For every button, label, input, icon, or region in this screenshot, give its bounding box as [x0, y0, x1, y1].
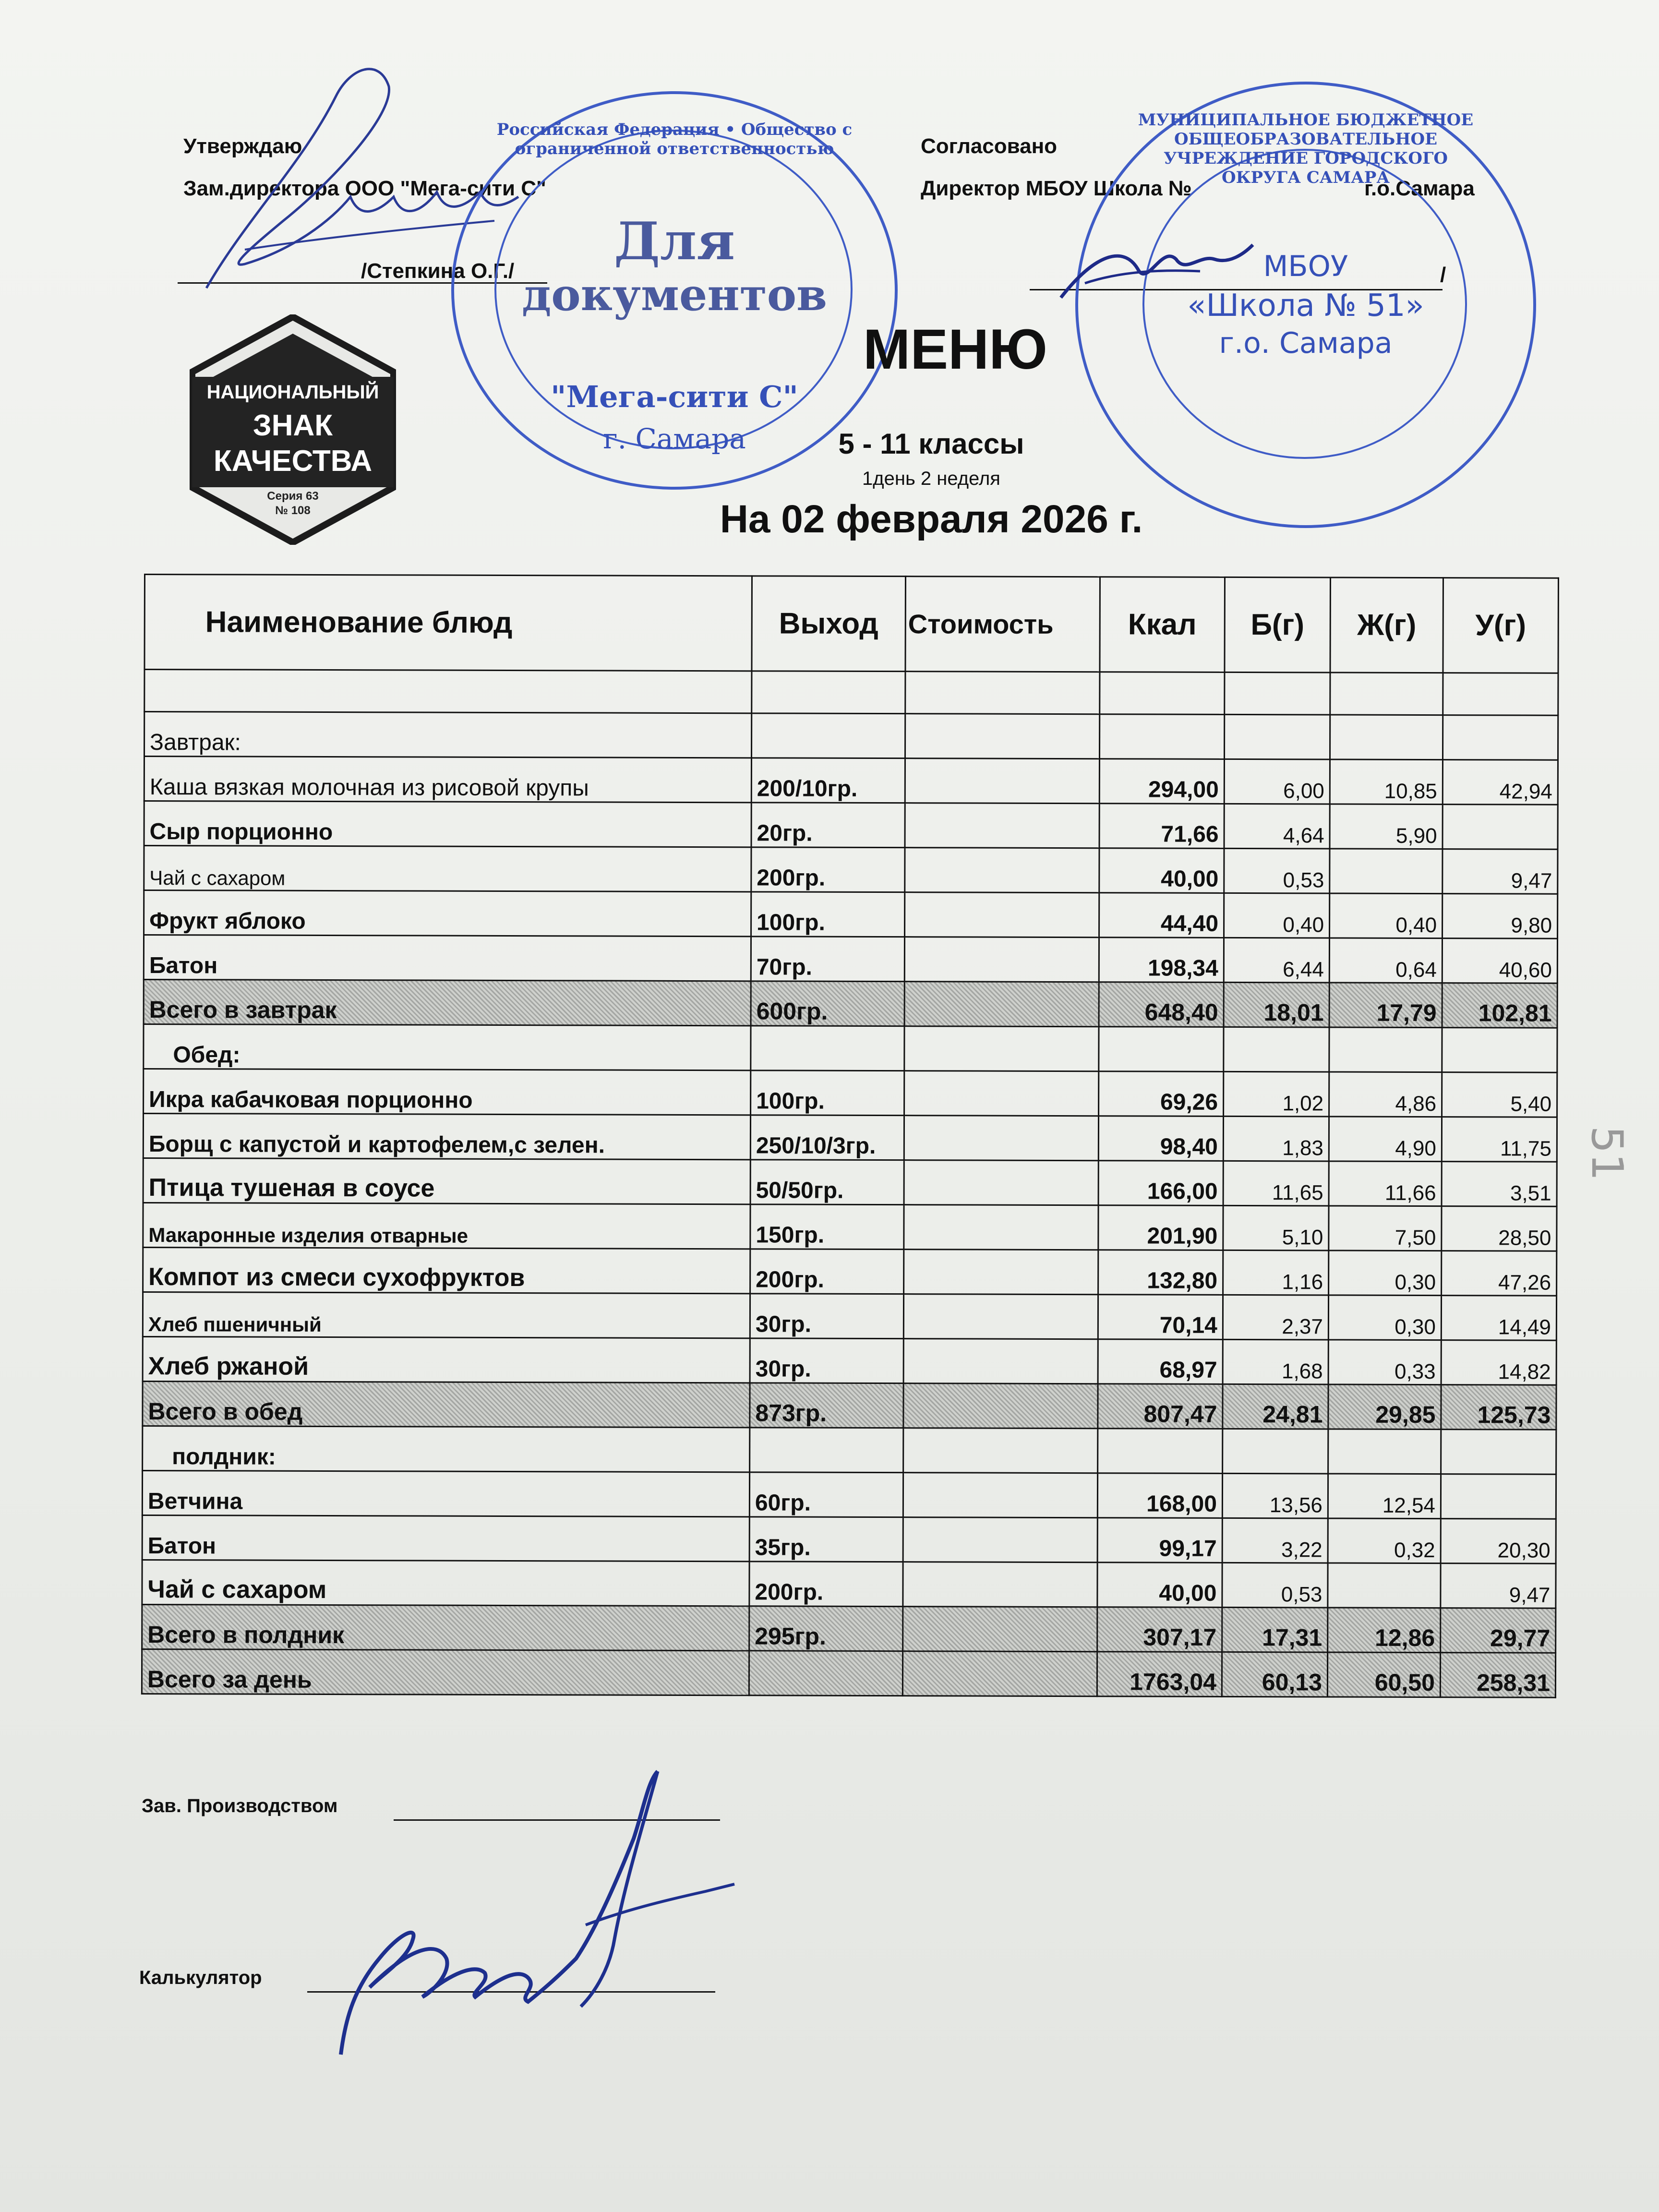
dish-carbs: 14,49 — [1441, 1296, 1556, 1341]
total-label: Всего в обед — [143, 1381, 750, 1427]
total-cost — [903, 1607, 1097, 1652]
table-row — [144, 801, 1558, 850]
dish-name: Икра кабачковая порционно — [144, 1069, 751, 1115]
total-protein: 17,31 — [1222, 1607, 1328, 1652]
total-output: 295гр. — [749, 1606, 903, 1651]
total-protein: 24,81 — [1223, 1384, 1328, 1429]
dish-carbs: 47,26 — [1442, 1251, 1557, 1296]
dish-kcal: 69,26 — [1099, 1071, 1224, 1117]
dish-fat: 12,54 — [1328, 1474, 1441, 1519]
stamp-outer-text: Российская Федерация • Общество с ограниченной ответственностью — [496, 120, 853, 158]
total-fat: 60,50 — [1327, 1652, 1440, 1697]
stamp-city: г. Самара — [603, 422, 746, 455]
table-row — [143, 1158, 1557, 1206]
approve-label: Утверждаю — [183, 134, 302, 158]
total-protein: 18,01 — [1224, 982, 1329, 1027]
section-row-snack — [143, 1426, 1556, 1474]
badge-line1: НАЦИОНАЛЬНЫЙ — [206, 382, 379, 403]
dish-kcal: 40,00 — [1099, 848, 1224, 893]
dish-kcal: 40,00 — [1097, 1563, 1222, 1608]
dish-cost — [904, 1205, 1098, 1250]
week-label: 1день 2 неделя — [862, 468, 1000, 489]
badge-series: Серия 63 — [267, 490, 319, 503]
total-protein: 60,13 — [1222, 1652, 1327, 1697]
dish-name: Ветчина — [142, 1470, 749, 1516]
dish-kcal: 166,00 — [1098, 1161, 1223, 1206]
total-output — [749, 1651, 902, 1696]
dish-carbs: 28,50 — [1442, 1206, 1557, 1251]
table-row — [143, 1202, 1557, 1251]
dish-fat: 0,40 — [1330, 893, 1443, 938]
dish-cost — [903, 1562, 1097, 1607]
dish-output: 250/10/3гр. — [750, 1115, 904, 1160]
dish-kcal: 98,40 — [1098, 1116, 1223, 1161]
dish-fat: 4,90 — [1329, 1117, 1442, 1162]
dish-output: 100гр. — [751, 892, 905, 937]
agree-position: Директор МБОУ Школа № — [921, 177, 1192, 200]
dish-kcal: 70,14 — [1098, 1295, 1223, 1340]
table-row — [142, 1470, 1556, 1519]
total-kcal: 307,17 — [1097, 1607, 1222, 1652]
dish-output: 35гр. — [749, 1517, 903, 1562]
dish-output: 200гр. — [751, 847, 905, 892]
dish-output: 30гр. — [750, 1338, 903, 1383]
stamp-inner-line2: документов — [521, 269, 828, 321]
calculator-label: Калькулятор — [139, 1967, 262, 1988]
dish-fat: 0,64 — [1329, 938, 1442, 983]
section-row-lunch — [144, 1024, 1557, 1073]
total-fat: 29,85 — [1328, 1384, 1441, 1430]
school-stamp-line3: г.о. Самара — [1219, 326, 1393, 360]
total-label: Всего в завтрак — [144, 980, 751, 1026]
dish-kcal: 132,80 — [1098, 1250, 1223, 1295]
total-cost — [903, 1383, 1098, 1429]
table-row — [144, 935, 1557, 984]
dish-output: 200/10гр. — [751, 758, 905, 803]
dish-carbs: 40,60 — [1442, 938, 1557, 984]
dish-protein: 3,22 — [1222, 1518, 1328, 1563]
dish-fat — [1328, 1563, 1441, 1608]
table-row — [143, 1292, 1556, 1340]
table-row — [142, 1560, 1556, 1608]
total-output: 873гр. — [750, 1383, 903, 1428]
dish-cost — [903, 1473, 1097, 1518]
dish-cost — [903, 1517, 1097, 1563]
dish-name: Фрукт яблоко — [144, 890, 751, 937]
section-label-breakfast: Завтрак: — [144, 712, 752, 758]
total-kcal: 648,40 — [1099, 982, 1224, 1027]
dish-fat: 0,32 — [1328, 1518, 1441, 1563]
dish-name: Сыр порционно — [144, 801, 751, 847]
dish-name: Чай с сахаром — [142, 1560, 749, 1606]
dish-fat: 5,90 — [1330, 804, 1443, 849]
table-row — [144, 890, 1558, 939]
dish-fat — [1330, 849, 1443, 894]
dish-name: Батон — [142, 1515, 749, 1561]
table-header-row — [144, 575, 1559, 673]
dish-fat: 7,50 — [1329, 1206, 1442, 1251]
dish-fat: 0,30 — [1328, 1295, 1441, 1340]
dish-fat: 11,66 — [1329, 1161, 1442, 1206]
agree-signature — [1056, 226, 1258, 312]
dish-carbs: 9,47 — [1441, 1563, 1556, 1609]
school-stamp-line2: «Школа № 51» — [1187, 288, 1424, 324]
table-row — [143, 1247, 1557, 1296]
dish-kcal: 99,17 — [1097, 1518, 1222, 1563]
badge-line3: КАЧЕСТВА — [213, 445, 373, 478]
dish-fat: 0,33 — [1328, 1340, 1441, 1385]
dish-carbs: 14,82 — [1441, 1340, 1556, 1385]
classes-label: 5 - 11 классы — [838, 428, 1024, 460]
dish-kcal: 294,00 — [1099, 759, 1224, 804]
col-header-protein: Б(г) — [1225, 577, 1331, 673]
total-output: 600гр. — [751, 981, 904, 1026]
col-header-kcal: Ккал — [1100, 577, 1225, 673]
dish-output: 20гр. — [751, 803, 905, 848]
stamp-inner-line1: Для — [614, 211, 735, 272]
dish-carbs: 20,30 — [1441, 1519, 1556, 1564]
dish-cost — [905, 848, 1099, 893]
dish-cost — [904, 937, 1099, 982]
dish-carbs — [1443, 805, 1558, 850]
agree-label: Согласовано — [921, 134, 1058, 158]
dish-protein: 0,53 — [1224, 848, 1330, 893]
dish-protein: 5,10 — [1223, 1205, 1329, 1250]
dish-output: 200гр. — [749, 1562, 903, 1607]
dish-protein: 2,37 — [1223, 1295, 1328, 1340]
page-title: МЕНЮ — [863, 318, 1047, 381]
dish-output: 200гр. — [750, 1249, 904, 1294]
agree-slash: / — [1440, 263, 1446, 287]
margin-note: 51 — [1581, 1126, 1632, 1181]
school-stamp-line1: МБОУ — [1263, 250, 1348, 283]
dish-name: Макаронные изделия отварные — [143, 1202, 750, 1249]
dish-name: Батон — [144, 935, 751, 981]
total-fat: 12,86 — [1328, 1608, 1441, 1653]
menu-date: На 02 февраля 2026 г. — [720, 497, 1143, 541]
dish-kcal: 198,34 — [1099, 938, 1224, 983]
total-cost — [902, 1651, 1097, 1696]
dish-name: Борщ с капустой и картофелем,с зелен. — [143, 1114, 750, 1160]
dish-kcal: 201,90 — [1098, 1205, 1223, 1250]
dish-cost — [905, 892, 1099, 938]
total-row-day — [142, 1649, 1555, 1697]
dish-carbs — [1441, 1474, 1556, 1519]
col-header-cost: Стоимость — [905, 577, 1100, 672]
table-row — [144, 1069, 1557, 1118]
dish-cost — [903, 1339, 1098, 1384]
dish-kcal: 168,00 — [1097, 1473, 1222, 1518]
dish-output: 70гр. — [751, 937, 904, 982]
dish-cost — [905, 803, 1099, 848]
dish-carbs: 5,40 — [1442, 1072, 1557, 1118]
total-carbs: 258,31 — [1440, 1653, 1555, 1698]
stamp-org: "Мега-сити С" — [551, 379, 798, 414]
dish-protein: 1,02 — [1224, 1071, 1329, 1117]
dish-protein: 1,68 — [1223, 1339, 1328, 1384]
dish-carbs: 9,47 — [1443, 849, 1558, 894]
section-row-breakfast — [144, 712, 1558, 760]
dish-output: 50/50гр. — [750, 1160, 904, 1205]
dish-protein: 0,40 — [1224, 893, 1330, 938]
dish-cost — [904, 1160, 1098, 1205]
approve-position: Зам.директора ООО "Мега-сити С" — [183, 177, 546, 200]
dish-name: Компот из смеси сухофруктов — [143, 1247, 750, 1293]
total-row-breakfast — [144, 980, 1557, 1028]
quality-badge — [190, 314, 396, 545]
badge-line2: ЗНАК — [252, 409, 333, 442]
total-carbs: 29,77 — [1441, 1608, 1556, 1653]
dish-protein: 0,53 — [1222, 1563, 1328, 1608]
badge-number: № 108 — [275, 504, 311, 517]
dish-protein: 6,44 — [1224, 938, 1329, 983]
approve-name: /Степкина О.Г./ — [361, 259, 515, 283]
dish-protein: 1,16 — [1223, 1250, 1329, 1295]
table-row — [144, 846, 1558, 894]
dish-protein: 13,56 — [1222, 1473, 1328, 1518]
dish-cost — [904, 1071, 1099, 1116]
col-header-fat: Ж(г) — [1330, 577, 1443, 673]
table-row — [144, 757, 1558, 805]
dish-carbs: 9,80 — [1443, 894, 1558, 939]
school-stamp-outer-text: МУНИЦИПАЛЬНОЕ БЮДЖЕТНОЕ ОБЩЕОБРАЗОВАТЕЛЬНОЕ УЧРЕЖДЕНИЕ ГОРОДСКОГО ОКРУГА САМАРА — [1138, 110, 1474, 187]
total-kcal: 1763,04 — [1097, 1652, 1222, 1697]
dish-protein: 4,64 — [1224, 804, 1330, 849]
total-carbs: 125,73 — [1441, 1385, 1556, 1430]
dish-name: Чай с сахаром — [144, 846, 751, 892]
dish-protein: 1,83 — [1223, 1116, 1329, 1161]
dish-name: Птица тушеная в соусе — [143, 1158, 750, 1204]
dish-output: 30гр. — [750, 1294, 903, 1339]
dish-cost — [904, 1116, 1098, 1161]
dish-carbs: 42,94 — [1443, 760, 1558, 805]
table-row-blank — [144, 670, 1558, 716]
production-label: Зав. Производством — [142, 1795, 338, 1816]
total-kcal: 807,47 — [1098, 1384, 1223, 1429]
section-label-lunch: Обед: — [144, 1024, 751, 1070]
dish-fat: 0,30 — [1329, 1250, 1442, 1296]
dish-kcal: 44,40 — [1099, 893, 1224, 938]
total-row-snack — [142, 1604, 1556, 1653]
table-row — [143, 1336, 1556, 1385]
dish-cost — [904, 1250, 1098, 1295]
col-header-name: Наименование блюд — [144, 575, 752, 671]
dish-cost — [905, 758, 1099, 804]
dish-fat: 4,86 — [1329, 1072, 1442, 1117]
total-label: Всего в полдник — [142, 1604, 749, 1650]
total-fat: 17,79 — [1329, 983, 1442, 1028]
dish-output: 100гр. — [751, 1070, 904, 1116]
dish-kcal: 68,97 — [1098, 1339, 1223, 1384]
dish-protein: 11,65 — [1223, 1161, 1329, 1206]
total-label: Всего за день — [142, 1649, 749, 1695]
table-row — [143, 1114, 1557, 1162]
menu-table — [141, 574, 1559, 1698]
calculator-signature — [326, 1767, 749, 2064]
dish-output: 60гр. — [749, 1472, 903, 1517]
dish-name: Каша вязкая молочная из рисовой крупы — [144, 757, 751, 803]
section-label-snack: полдник: — [143, 1426, 750, 1472]
agree-city: г.о.Самара — [1364, 177, 1475, 200]
dish-fat: 10,85 — [1330, 759, 1443, 805]
dish-output: 150гр. — [750, 1204, 904, 1250]
total-carbs: 102,81 — [1442, 983, 1557, 1028]
dish-name: Хлеб ржаной — [143, 1336, 750, 1382]
dish-kcal: 71,66 — [1099, 804, 1224, 849]
dish-carbs: 3,51 — [1442, 1162, 1557, 1207]
col-header-carbs: У(г) — [1443, 578, 1559, 673]
dish-protein: 6,00 — [1224, 759, 1330, 804]
dish-name: Хлеб пшеничный — [143, 1292, 750, 1338]
total-row-lunch — [143, 1381, 1556, 1430]
dish-carbs: 11,75 — [1442, 1117, 1557, 1162]
total-cost — [904, 982, 1099, 1027]
col-header-output: Выход — [752, 576, 906, 672]
table-row — [142, 1515, 1556, 1563]
dish-cost — [903, 1294, 1098, 1339]
